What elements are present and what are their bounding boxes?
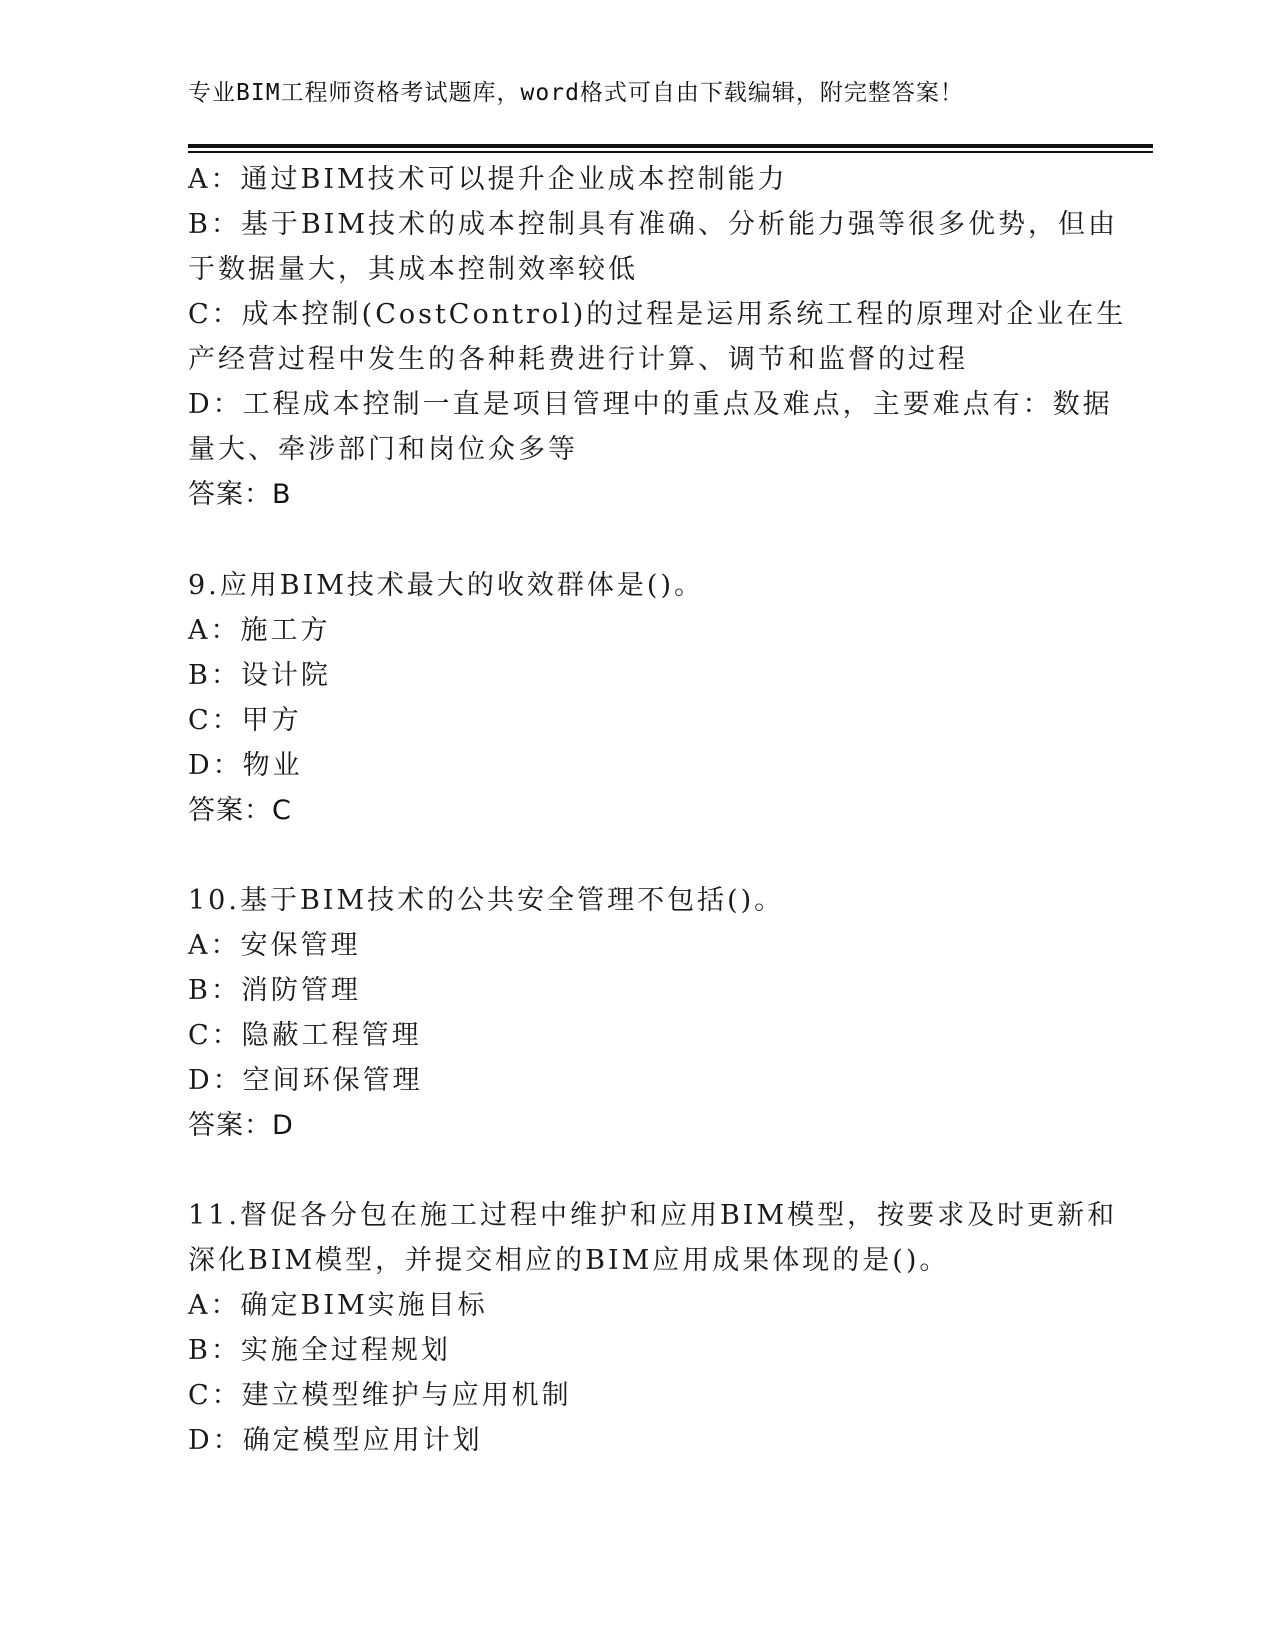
question-10 xyxy=(188,878,1088,1148)
spacer xyxy=(188,517,1088,563)
question-8-options xyxy=(188,157,1127,472)
spacer xyxy=(188,833,1088,878)
option-b-cont: 于数据量大，其成本控制效率较低 xyxy=(188,254,638,285)
spacer xyxy=(188,1148,1088,1193)
option-b: B：基于BIM技术的成本控制具有准确、分析能力强等很多优势，但由 xyxy=(188,209,1118,240)
answer-9: 答案：C xyxy=(188,795,292,826)
option-c: C：成本控制(CostControl)的过程是运用系统工程的原理对企业在生 xyxy=(188,299,1127,330)
question-text: 10.基于BIM技术的公共安全管理不包括()。 xyxy=(188,885,785,916)
question-9 xyxy=(188,563,1088,833)
question-11 xyxy=(188,1193,1118,1463)
option-d: D：确定模型应用计划 xyxy=(188,1425,483,1456)
option-d: D：工程成本控制一直是项目管理中的重点及难点，主要难点有：数据 xyxy=(188,389,1113,420)
option-a: A：施工方 xyxy=(188,615,331,646)
option-b: B：消防管理 xyxy=(188,975,361,1006)
option-a: A：安保管理 xyxy=(188,930,361,961)
option-c: C：甲方 xyxy=(188,705,302,736)
header-rule-thick xyxy=(188,144,1153,148)
option-c: C：隐蔽工程管理 xyxy=(188,1020,422,1051)
answer-10: 答案：D xyxy=(188,1110,294,1141)
option-d: D：空间环保管理 xyxy=(188,1065,423,1096)
option-a: A：确定BIM实施目标 xyxy=(188,1290,488,1321)
option-b: B：实施全过程规划 xyxy=(188,1335,451,1366)
question-text: 11.督促各分包在施工过程中维护和应用BIM模型，按要求及时更新和 xyxy=(188,1200,1118,1231)
option-c: C：建立模型维护与应用机制 xyxy=(188,1380,572,1411)
question-text: 9.应用BIM技术最大的收效群体是()。 xyxy=(188,570,704,601)
option-b: B：设计院 xyxy=(188,660,331,691)
option-a: A：通过BIM技术可以提升企业成本控制能力 xyxy=(188,164,788,195)
answer-8: 答案：B xyxy=(188,479,292,510)
question-text-cont: 深化BIM模型，并提交相应的BIM应用成果体现的是()。 xyxy=(188,1245,950,1276)
option-d: D：物业 xyxy=(188,750,303,781)
question-list xyxy=(188,157,1127,1463)
header-rule-thin xyxy=(188,151,1153,153)
option-c-cont: 产经营过程中发生的各种耗费进行计算、调节和监督的过程 xyxy=(188,344,968,375)
option-d-cont: 量大、牵涉部门和岗位众多等 xyxy=(188,434,578,465)
page-header: 专业BIM工程师资格考试题库，word格式可自由下载编辑，附完整答案！ xyxy=(188,80,964,106)
